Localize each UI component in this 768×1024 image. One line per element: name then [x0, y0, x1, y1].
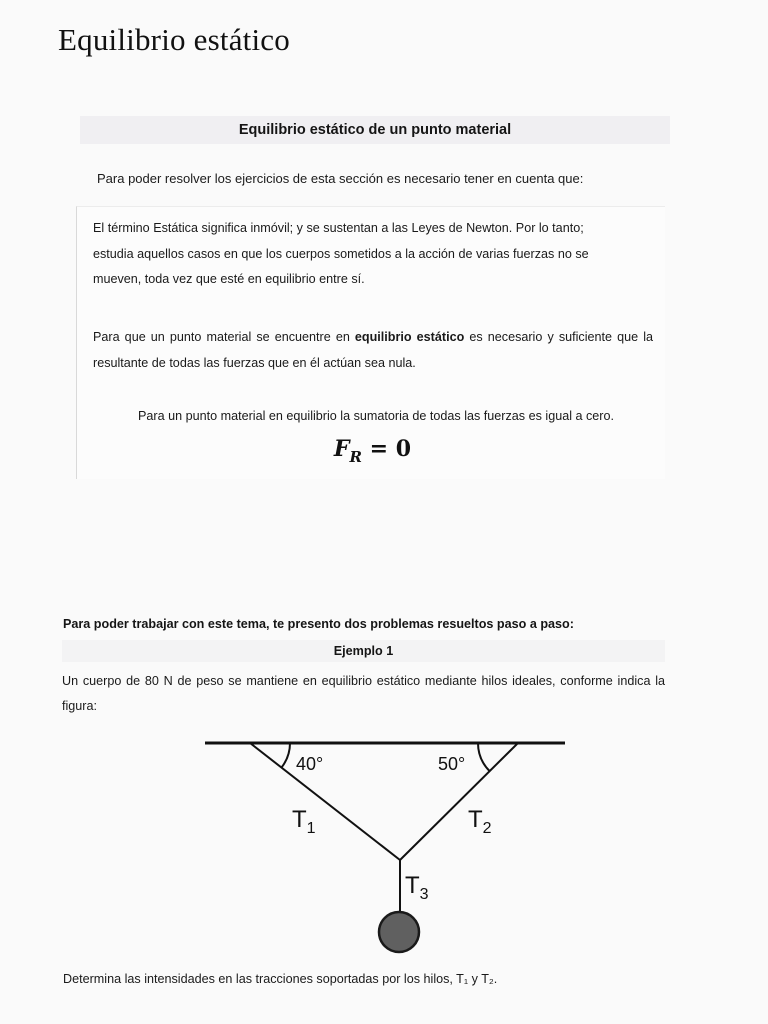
condition-text-after: es necesario y suficiente que la resultante de todas las fuerzas que en él actúan sea nula.: [93, 330, 654, 370]
t2-subscript: 2: [482, 820, 492, 837]
page-title: Equilibrio estático: [58, 22, 290, 57]
equilibrium-condition-paragraph: [93, 324, 653, 376]
angle-right-label: 50°: [438, 754, 466, 774]
formula-symbol: F: [333, 436, 350, 462]
worked-problems-intro: Para poder trabajar con este tema, te presento dos problemas resueltos paso a paso:: [63, 617, 574, 631]
formula-equals-zero: = 0: [362, 436, 412, 462]
sum-of-forces-statement: Para un punto material en equilibrio la sumatoria de todas las fuerzas es igual a cero.: [137, 409, 615, 423]
condition-bold-term: equilibrio estático: [354, 330, 465, 344]
tension-diagram: [200, 725, 580, 960]
formula-subscript: R: [349, 448, 363, 466]
string-t1: [250, 743, 400, 860]
section-header: Equilibrio estático de un punto material: [80, 116, 670, 144]
t1-subscript: 1: [306, 820, 316, 837]
t3-letter: T: [405, 872, 420, 899]
intro-text: Para poder resolver los ejercicios de esta sección es necesario tener en cuenta que:: [97, 171, 584, 186]
t3-subscript: 3: [419, 886, 429, 903]
t2-label: [468, 806, 492, 837]
t3-label: [405, 872, 429, 903]
angle-arc-right: [478, 743, 490, 771]
t1-letter: T: [292, 806, 307, 833]
angle-arc-left: [282, 743, 291, 768]
definition-line-2: estudia aquellos casos en que los cuerpos sometidos a la acción de varias fuerzas no se: [93, 246, 589, 261]
problem-statement: Un cuerpo de 80 N de peso se mantiene en equilibrio estático mediante hilos ideales, conforme indica la figura:: [62, 674, 665, 713]
statics-definition-paragraph: [93, 216, 653, 293]
definition-line-1: El término Estática significa inmóvil; y se sustentan a las Leyes de Newton. Por lo tanto;: [93, 221, 584, 235]
definition-line-3: mueven, toda vez que esté en equilibrio entre sí.: [93, 272, 365, 286]
resultant-force-formula: [0, 436, 745, 466]
angle-left-label: 40°: [296, 754, 324, 774]
condition-text-before: Para que un punto material se encuentre en: [93, 330, 350, 344]
hanging-weight-ball: [379, 912, 419, 952]
question-text: Determina las intensidades en las tracciones soportadas por los hilos, T₁ y T₂.: [63, 972, 498, 986]
t1-label: [292, 806, 316, 837]
t2-letter: T: [468, 806, 483, 833]
example-title: Ejemplo 1: [62, 640, 665, 662]
